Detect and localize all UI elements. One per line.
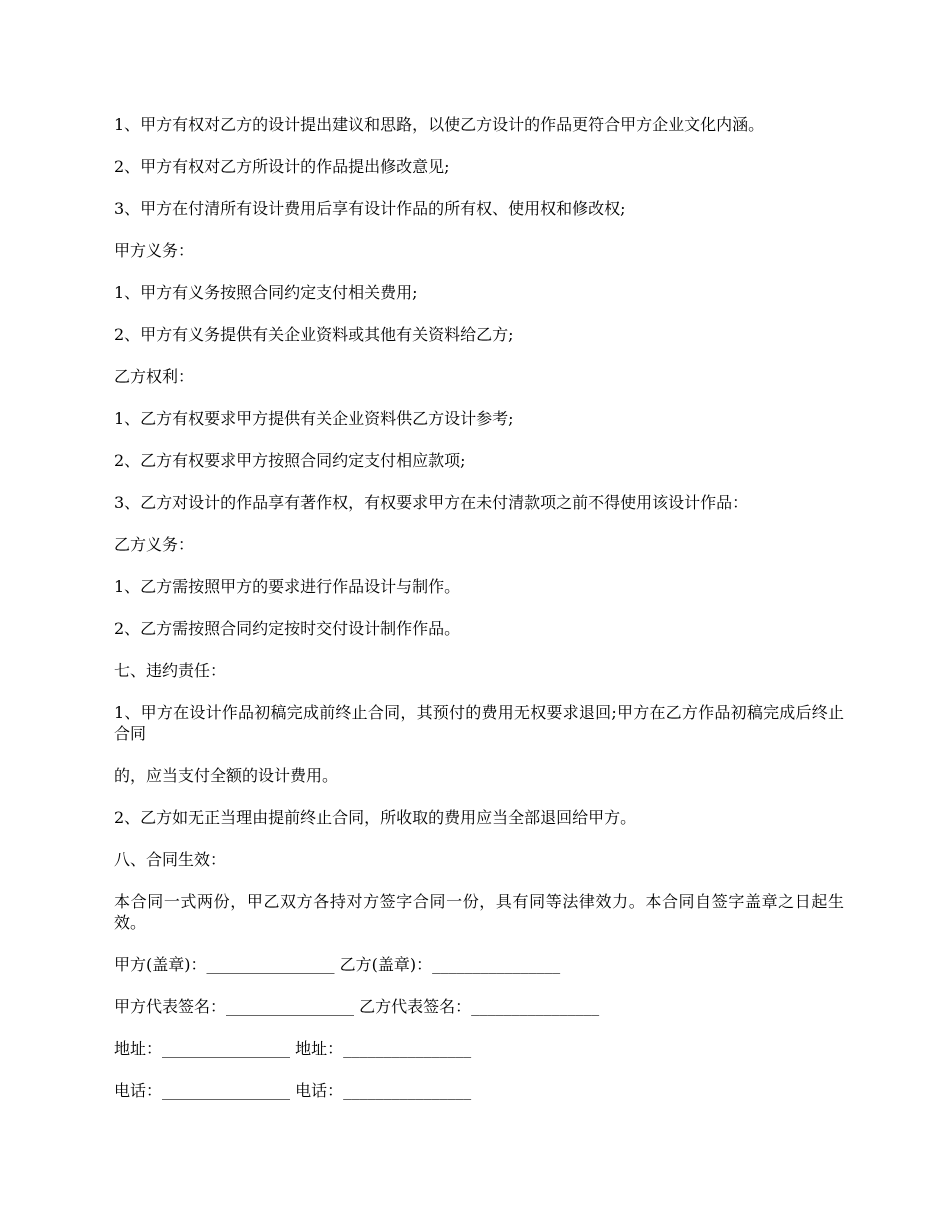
owner-duty-1: 1、甲方有义务按照合同约定支付相关费用; (114, 283, 418, 302)
owner-duty-2: 2、甲方有义务提供有关企业资料或其他有关资料给乙方; (114, 325, 514, 344)
party-b-rep-label: 乙方代表签名： (359, 997, 472, 1016)
party-b-phone-label: 电话： (295, 1081, 344, 1100)
owner-right-1: 1、甲方有权对乙方的设计提出建议和思路，以使乙方设计的作品更符合甲方企业文化内涵。 (114, 115, 765, 134)
party-b-rep-blank[interactable]: ________________ (471, 997, 600, 1016)
party-b-phone-blank[interactable]: ________________ (343, 1081, 472, 1100)
section-7-heading: 七、违约责任： (114, 661, 227, 680)
party-b-address-label: 地址： (295, 1039, 344, 1058)
party-b-seal-label: 乙方(盖章)： (339, 955, 433, 974)
effectiveness-clause: 本合同一式两份，甲乙双方各持对方签字合同一份，具有同等法律效力。本合同自签字盖章之日起生效。 (114, 892, 844, 932)
designer-right-2: 2、乙方有权要求甲方按照合同约定支付相应款项; (114, 451, 466, 470)
owner-right-2: 2、甲方有权对乙方所设计的作品提出修改意见; (114, 157, 450, 176)
signature-row-phone (114, 1080, 844, 1101)
party-a-phone-blank[interactable]: ________________ (162, 1081, 291, 1100)
party-b-seal-blank[interactable]: ________________ (432, 955, 561, 974)
signature-row-seal (114, 954, 844, 975)
party-a-rep-blank[interactable]: ________________ (226, 997, 355, 1016)
contract-page (114, 114, 844, 1101)
designer-duties-heading: 乙方义务： (114, 535, 195, 554)
designer-duty-2: 2、乙方需按照合同约定按时交付设计制作作品。 (114, 619, 461, 638)
party-a-address-label: 地址： (114, 1039, 163, 1058)
party-a-rep-label: 甲方代表签名： (114, 997, 227, 1016)
signature-row-representative (114, 996, 844, 1017)
signature-row-address (114, 1038, 844, 1059)
breach-clause-1: 1、甲方在设计作品初稿完成前终止合同，其预付的费用无权要求退回;甲方在乙方作品初稿完成后终止合同 (114, 703, 844, 743)
party-a-seal-blank[interactable]: ________________ (206, 955, 335, 974)
owner-right-3: 3、甲方在付清所有设计费用后享有设计作品的所有权、使用权和修改权; (114, 199, 626, 218)
designer-rights-heading: 乙方权利： (114, 367, 195, 386)
party-b-address-blank[interactable]: ________________ (343, 1039, 472, 1058)
breach-clause-2: 2、乙方如无正当理由提前终止合同，所收取的费用应当全部退回给甲方。 (114, 808, 637, 827)
section-8-heading: 八、合同生效： (114, 850, 227, 869)
owner-duties-heading: 甲方义务： (114, 241, 195, 260)
designer-right-3: 3、乙方对设计的作品享有著作权，有权要求甲方在未付清款项之前不得使用该设计作品： (114, 493, 749, 512)
designer-right-1: 1、乙方有权要求甲方提供有关企业资料供乙方设计参考; (114, 409, 514, 428)
designer-duty-1: 1、乙方需按照甲方的要求进行作品设计与制作。 (114, 577, 461, 596)
breach-clause-1-continued: 的，应当支付全额的设计费用。 (114, 766, 339, 785)
party-a-seal-label: 甲方(盖章)： (114, 955, 207, 974)
party-a-phone-label: 电话： (114, 1081, 163, 1100)
party-a-address-blank[interactable]: ________________ (162, 1039, 291, 1058)
